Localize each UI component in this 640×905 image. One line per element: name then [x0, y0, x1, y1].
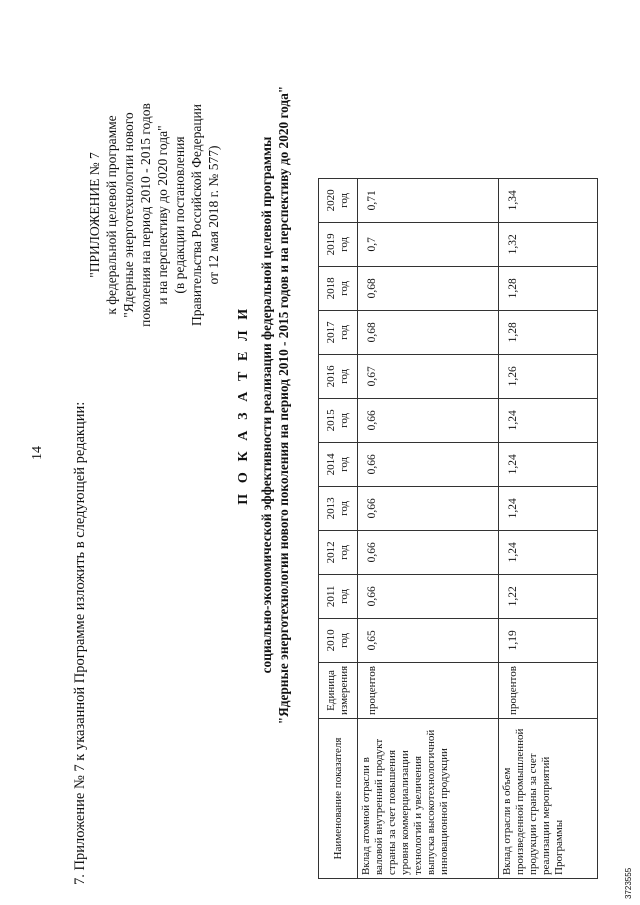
indicator-value: 0,68 — [358, 310, 499, 354]
appendix-line: от 12 мая 2018 г. № 577) — [206, 145, 221, 285]
appendix-line: поколения на период 2010 - 2015 годов — [138, 103, 153, 327]
indicator-value: 0,7 — [358, 222, 499, 266]
indicator-value: 1,19 — [499, 618, 598, 662]
appendix-line: "ПРИЛОЖЕНИЕ № 7 — [87, 152, 102, 278]
indicator-value: 0,66 — [358, 574, 499, 618]
indicator-value: 1,24 — [499, 442, 598, 486]
table-row — [358, 178, 499, 878]
header-indicator-name: Наименование показателя — [319, 719, 358, 879]
header-year: 2011 год — [319, 574, 358, 618]
appendix-line: "Ядерные энерготехнологии нового — [121, 112, 136, 318]
header-year: 2010 год — [319, 618, 358, 662]
indicator-value: 1,32 — [499, 222, 598, 266]
heading-subtitle: социально-экономической эффективности реализации федеральной целевой программы — [259, 136, 274, 674]
table-row — [499, 178, 598, 878]
appendix-line: (в редакции постановления — [172, 136, 187, 294]
indicator-value: 1,24 — [499, 530, 598, 574]
header-year: 2013 год — [319, 486, 358, 530]
header-year: 2014 год — [319, 442, 358, 486]
indicator-value: 0,66 — [358, 442, 499, 486]
indicator-unit: процентов — [358, 662, 499, 718]
heading-title: П О К А З А Т Е Л И — [236, 305, 251, 505]
intro-text: 7. Приложение № 7 к указанной Программе изложить в следующей редакции: — [72, 401, 88, 885]
appendix-line: и на перспективу до 2020 года" — [155, 125, 170, 305]
indicator-value: 1,34 — [499, 178, 598, 222]
appendix-line: к федеральной целевой программе — [104, 115, 119, 315]
header-year: 2015 год — [319, 398, 358, 442]
indicator-value: 1,22 — [499, 574, 598, 618]
indicator-value: 1,28 — [499, 310, 598, 354]
indicators-table — [318, 178, 598, 879]
header-year: 2016 год — [319, 354, 358, 398]
indicator-value: 0,66 — [358, 486, 499, 530]
document-heading — [236, 5, 292, 805]
page-number: 14 — [30, 446, 45, 460]
indicator-value: 0,67 — [358, 354, 499, 398]
indicator-value: 1,26 — [499, 354, 598, 398]
indicator-value: 0,66 — [358, 530, 499, 574]
header-year: 2020 год — [319, 178, 358, 222]
indicator-name: Вклад атомной отрасли в валовой внутренний продукт страны за счет повышения уровня коммерциализации технологий и увеличения выпуска высокотехнологичной инновационной продукции — [358, 719, 499, 879]
document-id: 3723555 — [624, 867, 633, 899]
header-year: 2017 год — [319, 310, 358, 354]
indicator-value: 0,66 — [358, 398, 499, 442]
appendix-line: Правительства Российской Федерации — [189, 104, 204, 326]
header-year: 2018 год — [319, 266, 358, 310]
heading-program-name: "Ядерные энерготехнологии нового поколения на период 2010 - 2015 годов и на перспективу до 2020 года" — [276, 85, 291, 725]
header-year: 2012 год — [319, 530, 358, 574]
indicator-value: 0,71 — [358, 178, 499, 222]
indicator-value: 1,28 — [499, 266, 598, 310]
header-unit: Единица измерения — [319, 662, 358, 718]
indicator-value: 0,65 — [358, 618, 499, 662]
appendix-block — [86, 55, 222, 375]
indicator-name: Вклад отрасли в объем произведенной промышленной продукции страны за счет реализации мероприятий Программы — [499, 719, 598, 879]
indicator-value: 1,24 — [499, 486, 598, 530]
header-year: 2019 год — [319, 222, 358, 266]
indicator-value: 1,24 — [499, 398, 598, 442]
table-header-row — [319, 178, 358, 878]
indicator-unit: процентов — [499, 662, 598, 718]
indicator-value: 0,68 — [358, 266, 499, 310]
